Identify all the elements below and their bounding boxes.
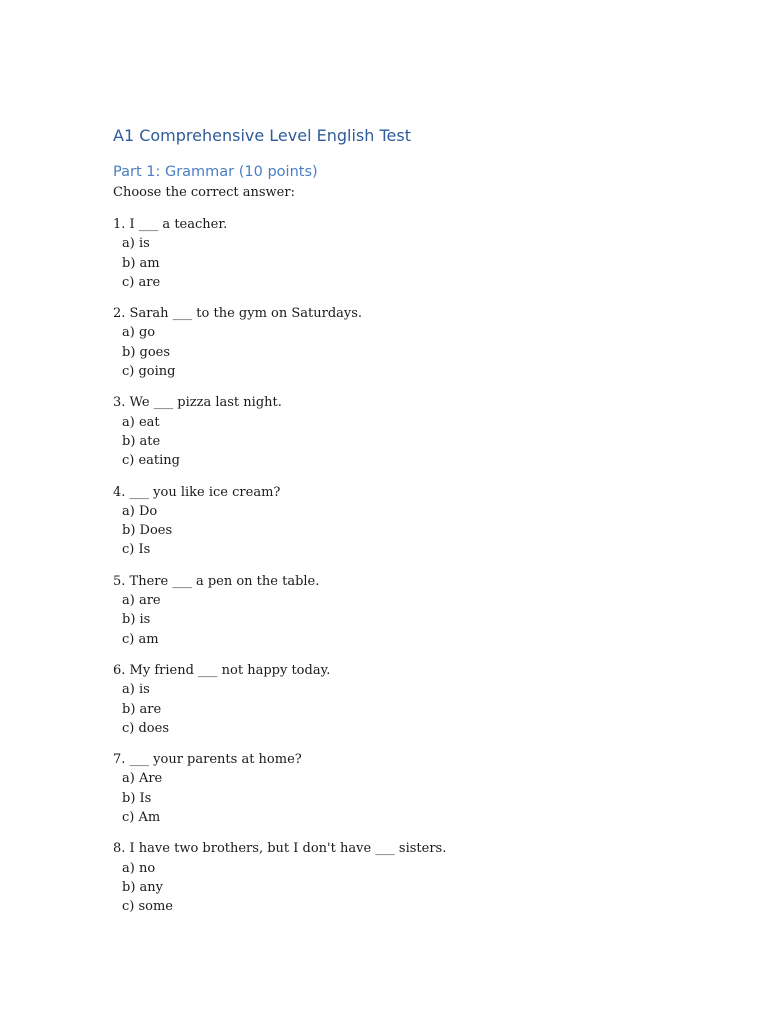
question-8 [113,839,673,916]
option-b: b) ate [122,433,161,449]
instruction-text: Choose the correct answer: [113,185,295,200]
option-a: a) no [122,860,156,876]
option-c: c) Is [122,542,151,558]
option-a: a) go [122,325,156,341]
option-a: a) Do [122,503,158,519]
question-text: 4. ___ you like ice cream? [113,484,281,500]
option-c: c) am [122,631,159,647]
option-a: a) is [122,682,150,698]
question-text: 6. My friend ___ not happy today. [113,662,331,678]
part-1-heading: Part 1: Grammar (10 points) [113,164,318,180]
question-2 [113,304,673,381]
option-c: c) are [122,274,161,290]
option-a: a) is [122,236,150,252]
option-c: c) does [122,720,169,736]
question-6 [113,661,673,738]
option-c: c) going [122,364,176,380]
question-text: 3. We ___ pizza last night. [113,395,282,411]
question-text: 1. I ___ a teacher. [113,217,228,232]
option-a: a) are [122,593,161,609]
option-b: b) any [122,879,163,895]
option-c: c) Am [122,810,161,826]
option-b: b) is [122,612,151,628]
option-b: b) are [122,701,162,717]
question-text: 5. There ___ a pen on the table. [113,573,320,589]
option-c: c) some [122,899,174,915]
question-text: 8. I have two brothers, but I don't have ___ sisters. [113,841,447,857]
option-a: a) Are [122,771,163,787]
question-text: 2. Sarah ___ to the gym on Saturdays. [113,306,363,322]
question-1 [113,215,673,292]
document-page [113,124,673,917]
question-5 [113,572,673,649]
option-b: b) Is [122,790,152,806]
question-4 [113,483,673,560]
option-b: b) am [122,255,160,271]
option-b: b) Does [122,523,173,539]
question-text: 7. ___ your parents at home? [113,752,302,768]
question-3 [113,393,673,470]
option-a: a) eat [122,414,160,430]
option-c: c) eating [122,453,181,469]
question-7 [113,750,673,827]
option-b: b) goes [122,344,171,360]
document-title: A1 Comprehensive Level English Test [113,126,411,145]
